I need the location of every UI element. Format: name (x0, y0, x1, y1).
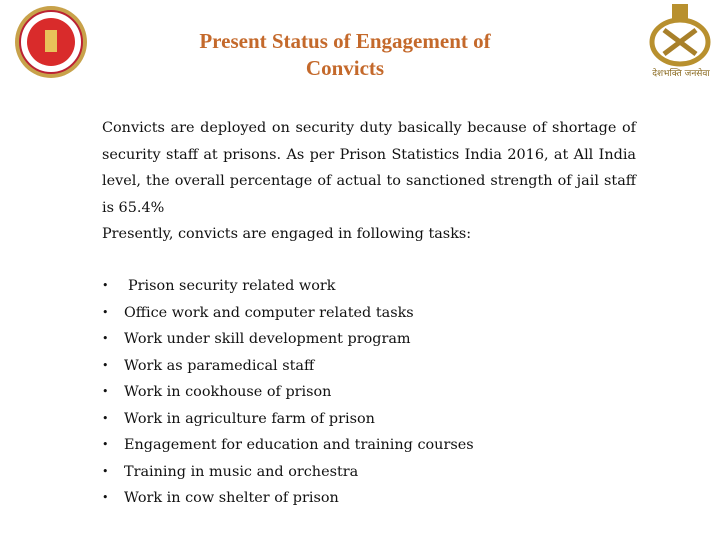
list-item (102, 273, 474, 300)
list-item-text: Office work and computer related tasks (124, 304, 414, 321)
list-item-text: Work as paramedical staff (124, 357, 315, 374)
bullet-icon: • (102, 305, 109, 319)
list-item-text: Work in cow shelter of prison (124, 490, 339, 506)
list-item-text: Work in cookhouse of prison (124, 384, 332, 400)
bullet-icon: • (102, 279, 109, 292)
list-item (102, 406, 474, 433)
tasks-intro: Presently, convicts are engaged in following tasks: (102, 226, 472, 242)
bullet-icon: • (102, 491, 109, 504)
list-item-text: Work under skill development program (124, 331, 411, 347)
bullet-icon: • (102, 411, 109, 425)
list-item (102, 379, 474, 406)
list-item-text: Work in agriculture farm of prison (124, 410, 375, 427)
police-motto: देशभक्ति जनसेवा (652, 69, 710, 79)
body-text (102, 115, 636, 248)
list-item (102, 459, 474, 486)
bullet-icon: • (102, 385, 109, 398)
intro-paragraph: Convicts are deployed on security duty basically because of shortage of security staff at prisons. As per Prison Statistics India 2016, at All India level, the overall percentage of actual to sanctioned strength of jail staff is 65.4% (102, 120, 636, 216)
bullet-icon: • (102, 438, 109, 451)
list-item (102, 300, 474, 327)
bullet-icon: • (102, 464, 109, 478)
bullet-icon: • (102, 332, 109, 345)
mp-government-logo (10, 4, 92, 80)
list-item (102, 432, 474, 459)
task-list (102, 273, 474, 512)
slide-title: Present Status of Engagement of Convicts (199, 29, 491, 80)
list-item (102, 326, 474, 353)
list-item-text: Training in music and orchestra (124, 463, 359, 480)
bullet-icon: • (102, 358, 109, 372)
list-item-text: Engagement for education and training courses (124, 437, 474, 453)
list-item (102, 353, 474, 380)
list-item (102, 485, 474, 512)
list-item-text: Prison security related work (128, 278, 336, 294)
